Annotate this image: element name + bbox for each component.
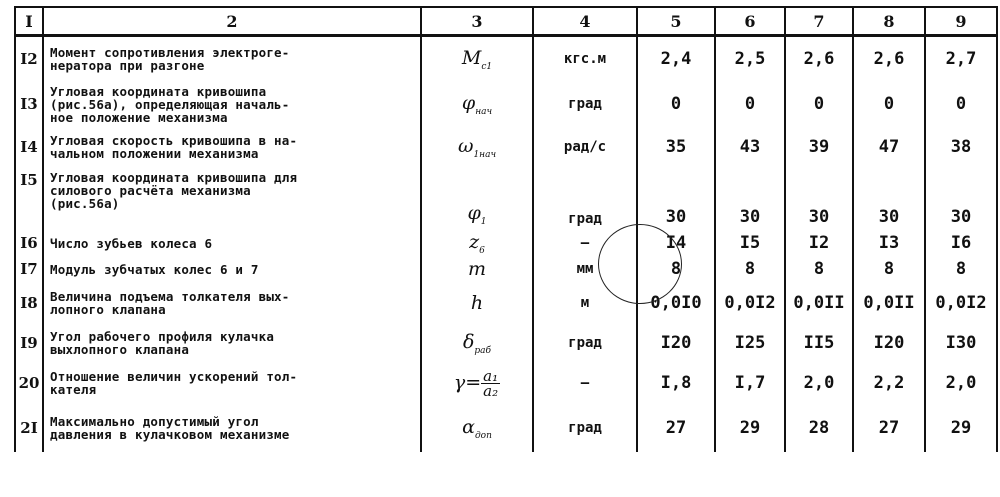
row-unit: град [533,81,637,127]
symbol-base: m [467,258,487,280]
description-line: выхлопного клапана [50,342,190,357]
row-unit: рад/с [533,127,637,167]
value-cell: 8 [637,256,715,282]
symbol-base: ω [457,134,474,157]
row-description [43,324,421,362]
value-cell: I25 [715,324,785,362]
value-cell: 27 [853,404,925,452]
table-row [15,36,997,82]
row-description [43,36,421,82]
value-cell: I30 [925,324,997,362]
row-number: I3 [15,81,43,127]
value-cell: 0,0I0 [637,282,715,324]
value-cell: 0 [925,81,997,127]
value-cell: 30 [925,167,997,230]
row-number: I9 [15,324,43,362]
description-line: Максимально допустимый угол [50,414,259,429]
description-line: (рис.56а), определяющая началь- [50,96,290,112]
row-unit: град [533,324,637,362]
value-cell: I20 [853,324,925,362]
description-line: чальном положении механизма [50,146,259,161]
value-cell: 0 [637,81,715,127]
row-description [43,167,421,230]
value-cell: 2,5 [715,36,785,82]
table-row [15,324,997,362]
value-cell: 30 [637,167,715,230]
row-description [43,230,421,256]
description-line: (рис.56а) [50,196,120,211]
symbol-subscript: нач [475,106,493,117]
row-symbol [421,282,533,324]
value-cell: 30 [853,167,925,230]
value-cell: 35 [637,127,715,167]
value-cell: 2,6 [785,36,853,82]
row-unit: кгс.м [533,36,637,82]
value-cell: I2 [785,230,853,256]
value-cell: 28 [785,404,853,452]
row-number: I8 [15,282,43,324]
fraction-numerator: a₁ [483,366,499,385]
row-number: I7 [15,256,43,282]
value-cell: 38 [925,127,997,167]
value-cell: 29 [925,404,997,452]
description-line: Угловая координата кривошипа для [50,170,298,185]
value-cell: 8 [925,256,997,282]
description-line: Модуль зубчатых колес 6 и 7 [50,261,259,277]
value-cell: I,8 [637,362,715,404]
row-symbol [421,324,533,362]
symbol-subscript: 1 [480,217,487,227]
value-cell: 0,0II [785,282,853,324]
table-row [15,81,997,127]
description-line: Угловая скорость кривошипа в на- [50,133,298,148]
row-symbol [421,230,533,256]
value-cell: 0,0II [853,282,925,324]
row-unit: мм [533,256,637,282]
value-cell: 27 [637,404,715,452]
table-row [15,256,997,282]
symbol-base: α [462,415,475,438]
value-cell: 8 [715,256,785,282]
symbol-base: h [470,292,484,314]
value-cell: 43 [715,127,785,167]
row-symbol [421,362,533,404]
row-symbol [421,81,533,127]
symbol-base: M [461,46,482,69]
value-cell: I3 [853,230,925,256]
value-cell: 8 [785,256,853,282]
symbol-base: φ [461,91,476,114]
column-header: 4 [533,7,637,36]
description-line: Число зубьев колеса 6 [50,235,213,251]
row-number: 2I [15,404,43,452]
description-line: давления в кулачковом механизме [50,427,290,442]
value-cell: 29 [715,404,785,452]
description-line: Угол рабочего профиля кулачка [50,329,275,344]
value-cell: 2,0 [785,362,853,404]
table-row [15,127,997,167]
symbol-subscript: 6 [479,245,485,256]
value-cell: II5 [785,324,853,362]
description-line: кателя [50,382,97,397]
row-unit: – [533,230,637,256]
value-cell: 30 [785,167,853,230]
value-cell: 0,0I2 [715,282,785,324]
value-cell: 2,0 [925,362,997,404]
description-line: Угловая координата кривошипа [50,83,267,99]
row-number: 20 [15,362,43,404]
parameters-table [14,6,998,452]
description-line: нератора при разгоне [50,58,205,73]
description-line: Момент сопротивления электроге- [50,45,290,60]
row-description [43,81,421,127]
row-number: I2 [15,36,43,82]
description-line: силового расчёта механизма [50,183,251,198]
row-unit: град [533,167,637,230]
column-header: 7 [785,7,853,36]
value-cell: I,7 [715,362,785,404]
value-cell: 0 [853,81,925,127]
value-cell: 2,4 [637,36,715,82]
row-symbol [421,36,533,82]
column-header: 6 [715,7,785,36]
row-description [43,362,421,404]
symbol-subscript: 1нач [473,149,497,160]
value-cell: 8 [853,256,925,282]
column-header: 8 [853,7,925,36]
row-unit: м [533,282,637,324]
value-cell: 0,0I2 [925,282,997,324]
symbol-base: δ [462,330,475,353]
value-cell: 2,6 [853,36,925,82]
description-line: лопного клапана [50,302,166,317]
symbol-base: z [469,230,480,253]
row-unit: – [533,362,637,404]
row-symbol [421,167,533,230]
value-cell: 0 [785,81,853,127]
row-description [43,127,421,167]
description-line: ное положение механизма [50,109,228,125]
value-cell: I5 [715,230,785,256]
table-row [15,230,997,256]
row-symbol [421,404,533,452]
fraction-denominator: a₂ [483,381,499,400]
value-cell: 2,2 [853,362,925,404]
description-line: Отношение величин ускорений тол- [50,369,298,384]
symbol-fraction [481,366,500,400]
symbol-base: φ [467,202,481,225]
row-description [43,256,421,282]
column-header: I [15,7,43,36]
symbol-subscript: доп [474,430,492,441]
column-header: 9 [925,7,997,36]
value-cell: I6 [925,230,997,256]
table-row [15,282,997,324]
table-row [15,362,997,404]
value-cell: I20 [637,324,715,362]
column-header: 5 [637,7,715,36]
row-symbol [421,256,533,282]
value-cell: 0 [715,81,785,127]
value-cell: 30 [715,167,785,230]
symbol-subscript: раб [474,345,492,356]
value-cell: I4 [637,230,715,256]
table-row [15,404,997,452]
description-line: Величина подъема толкателя вых- [50,289,290,304]
header-row [15,7,997,36]
value-cell: 47 [853,127,925,167]
row-number: I4 [15,127,43,167]
row-symbol [421,127,533,167]
row-description [43,282,421,324]
value-cell: 39 [785,127,853,167]
column-header: 2 [43,7,421,36]
row-unit: град [533,404,637,452]
row-description [43,404,421,452]
value-cell: 2,7 [925,36,997,82]
table-row [15,167,997,230]
row-number: I5 [15,167,43,230]
symbol-base: γ= [453,371,482,393]
column-header: 3 [421,7,533,36]
symbol-subscript: c1 [481,61,493,72]
row-number: I6 [15,230,43,256]
